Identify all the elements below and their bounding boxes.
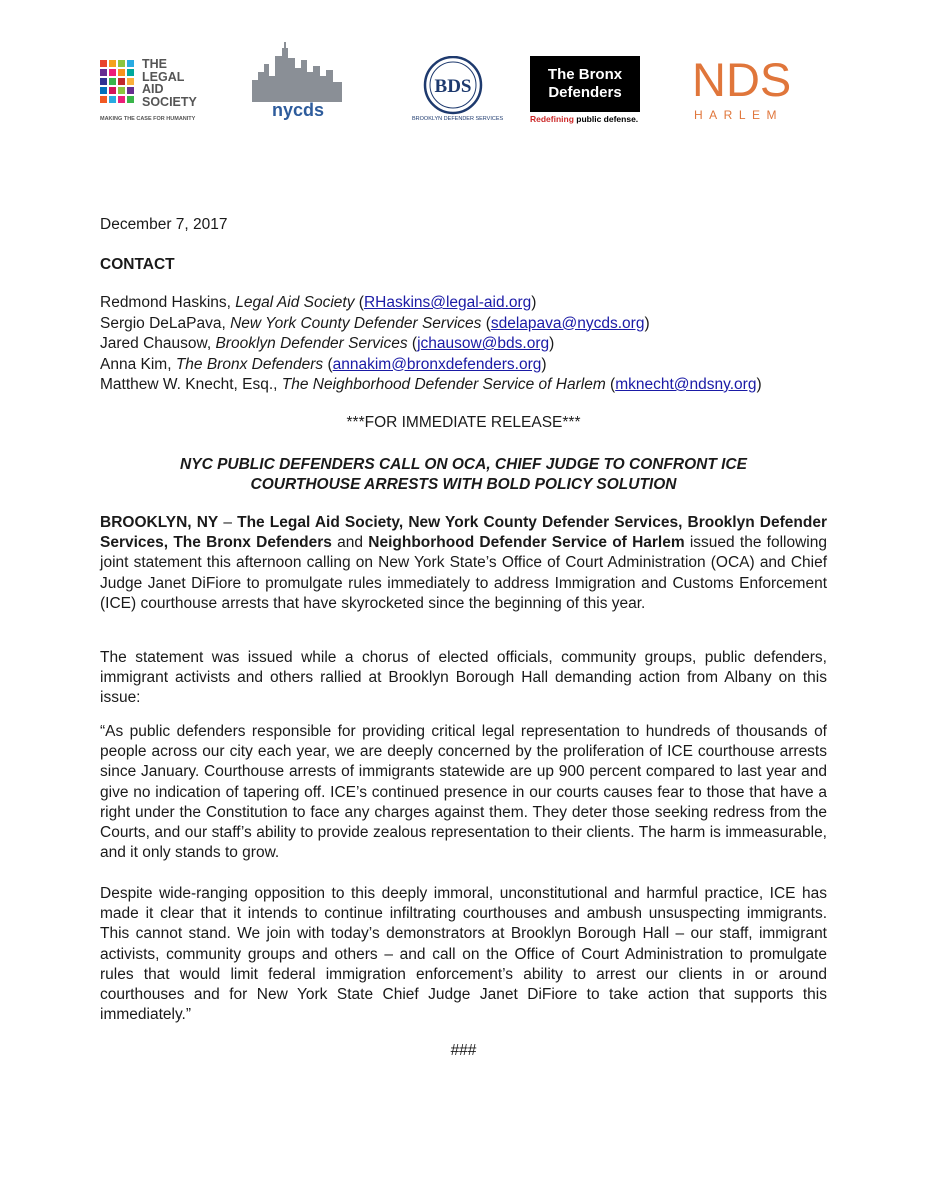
contact-org: The Bronx Defenders (175, 355, 324, 373)
dash: – (218, 514, 238, 531)
bronx-line1: The Bronx (547, 66, 623, 83)
legal-aid-line1: THE (142, 57, 167, 71)
logo-bar (0, 0, 927, 140)
bds-seal-icon (412, 56, 494, 116)
bronx-line2: Defenders (548, 84, 622, 101)
contact-name: Jared Chausow, (100, 335, 216, 352)
bds-monogram: BDS (434, 76, 472, 97)
skyline-icon (252, 42, 342, 102)
paren-close: ) (541, 355, 547, 373)
bds-caption: BROOKLYN DEFENDER SERVICES (412, 116, 504, 122)
dateline: BROOKLYN, NY (100, 514, 219, 531)
paren-open: ( (354, 294, 364, 311)
paren-close: ) (644, 314, 650, 332)
nycds-wordmark: nycds (272, 100, 325, 120)
paren-open: ( (481, 314, 491, 332)
paragraph-intro (100, 513, 827, 614)
paragraph-statement-context: The statement was issued while a chorus of elected officials, community groups, public defenders, immigrant activists and others rallied at Brooklyn Borough Hall demanding action from Albany on this issue: (100, 649, 827, 707)
legal-aid-wordmark (142, 58, 197, 108)
release-date: December 7, 2017 (100, 216, 228, 233)
headline-line2: COURTHOUSE ARRESTS WITH BOLD POLICY SOLUTION (250, 476, 677, 493)
contact-email-link[interactable]: sdelapava@nycds.org (490, 314, 645, 332)
contact-name: Matthew W. Knecht, Esq., (100, 376, 282, 393)
legal-aid-color-grid (100, 60, 134, 103)
contact-name: Anna Kim, (100, 355, 176, 373)
bronx-defenders-box (530, 56, 640, 112)
contact-org: The Neighborhood Defender Service of Harlem (281, 376, 606, 393)
contact-heading: CONTACT (100, 256, 175, 273)
headline-line1: NYC PUBLIC DEFENDERS CALL ON OCA, CHIEF JUDGE TO CONFRONT ICE (180, 456, 747, 473)
paragraph-quote-1: “As public defenders responsible for providing critical legal representation to hundreds of thousands of people across our city each year, we are deeply concerned by the proliferation of ICE courthouse arrests since January. Courthouse arrests of immigrants statewide are up 900 percent compared to last year and give no indication of tapering off. ICE’s continued presence in our courts causes fear to those that have a right under the Constitution to face any charges against them. They deter those seeking redress from the Courts, and our staff’s ability to provide zealous representation to their clients. The harm is immeasurable, and it only stands to grow. (100, 723, 827, 862)
contact-row (100, 293, 762, 314)
and-word: and (331, 534, 369, 552)
paren-open: ( (323, 355, 333, 373)
contact-name: Sergio DeLaPava, (100, 314, 231, 332)
paren-close: ) (756, 376, 762, 393)
contact-list (100, 293, 762, 396)
intro-rest: issued the following joint statement this afternoon calling on New York State’s Office of Court Administration (OCA) and Chief Judge Janet DiFiore to promulgate rules immediately to address Immigration and Customs Enforcement (ICE) courthouse arrests that have skyrocketed since the beginning of this year. (100, 534, 827, 612)
bronx-tagline-black: public defense. (573, 114, 639, 124)
contact-row (100, 355, 762, 376)
bronx-tagline (530, 114, 638, 124)
legal-aid-line4: SOCIETY (142, 94, 197, 109)
paragraph-quote-2: Despite wide-ranging opposition to this deeply immoral, unconstitutional and harmful practice, ICE has made it clear that it intends to continue infiltrating courthouses and ambush unsuspecting immigrants. This cannot stand. We join with today’s demonstrators at Brooklyn Borough Hall – our staff, immigrant activists, community groups and others – and call on the Office of Court Administration to promulgate rules that would limit federal immigration enforcement’s ability to arrest our clients in or around courthouses and for New York State Chief Judge Janet DiFiore to take action that supports this immediately.” (100, 885, 827, 1024)
contact-email-link[interactable]: jchausow@bds.org (417, 335, 550, 352)
org-nds: Neighborhood Defender Service of Harlem (368, 534, 685, 552)
end-mark: ### (450, 1042, 477, 1059)
release-notice: ***FOR IMMEDIATE RELEASE*** (346, 414, 581, 431)
contact-row (100, 314, 762, 335)
paren-close: ) (549, 335, 555, 352)
contact-email-link[interactable]: mknecht@ndsny.org (615, 376, 757, 393)
org-list: The Legal Aid Society, New York County Defender Services, Brooklyn Defender Services, The Bronx Defenders (100, 514, 827, 552)
contact-row (100, 375, 762, 396)
nds-harlem-text: HARLEM (694, 108, 784, 122)
contact-org: Brooklyn Defender Services (215, 335, 408, 352)
legal-aid-line3: AID (142, 82, 164, 96)
nds-harlem-logo (692, 53, 796, 126)
contact-name: Redmond Haskins, (100, 294, 236, 311)
headline (100, 455, 827, 495)
contact-email-link[interactable]: RHaskins@legal-aid.org (363, 294, 532, 311)
paren-open: ( (605, 376, 616, 393)
paren-close: ) (531, 294, 537, 311)
legal-aid-line2: LEGAL (142, 69, 185, 84)
contact-row (100, 334, 762, 355)
bronx-tagline-red: Redefining (530, 114, 574, 124)
contact-org: Legal Aid Society (235, 294, 355, 311)
contact-org: New York County Defender Services (230, 314, 482, 332)
contact-email-link[interactable]: annakim@bronxdefenders.org (332, 355, 542, 373)
nds-wordmark: NDS (692, 53, 792, 106)
legal-aid-tagline: MAKING THE CASE FOR HUMANITY (100, 116, 196, 122)
nycds-logo (252, 42, 342, 126)
bronx-defenders-logo (530, 56, 640, 126)
paren-open: ( (407, 335, 418, 352)
legal-aid-society-logo (100, 58, 240, 124)
bds-logo (412, 56, 504, 126)
